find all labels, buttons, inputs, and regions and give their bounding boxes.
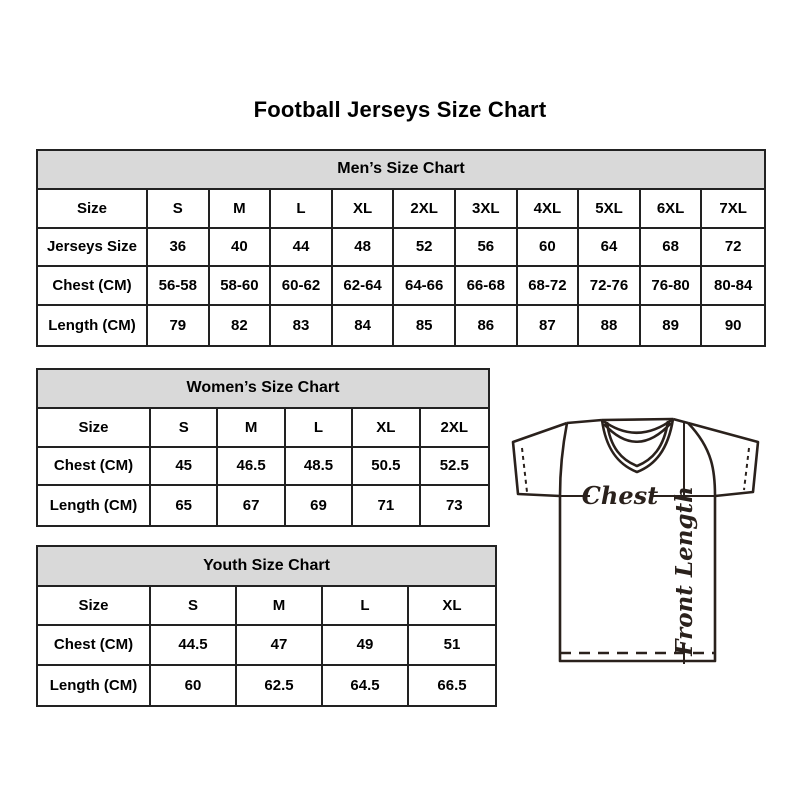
size-value-cell: 85 (394, 306, 456, 345)
size-value-cell: 44 (271, 229, 333, 268)
size-value-cell: 72-76 (579, 267, 641, 306)
size-value-cell: 48 (333, 229, 395, 268)
size-value-cell: 60 (151, 666, 237, 706)
page-title: Football Jerseys Size Chart (253, 97, 547, 122)
size-value-cell: 46.5 (218, 448, 285, 487)
chest-label: Chest (581, 481, 659, 510)
row-label-cell: Chest (CM) (38, 626, 151, 666)
size-value-cell: 80-84 (702, 267, 764, 306)
size-value-cell: 86 (456, 306, 518, 345)
size-value-cell: 4XL (518, 190, 580, 229)
jersey-measurement-diagram (498, 404, 788, 694)
right-cuff-stitch-line (744, 448, 749, 490)
size-value-cell: L (271, 190, 333, 229)
size-value-cell: 84 (333, 306, 395, 345)
size-value-cell: 2XL (421, 409, 488, 448)
size-value-cell: 52.5 (421, 448, 488, 487)
row-label-cell: Jerseys Size (38, 229, 148, 268)
size-value-cell: L (286, 409, 353, 448)
size-value-cell: 73 (445, 497, 463, 515)
size-value-cell: 90 (724, 317, 742, 335)
size-value-cell: S (151, 587, 237, 627)
size-value-cell: 72 (702, 229, 764, 268)
size-value-cell: 68 (641, 229, 703, 268)
size-value-cell: 56 (456, 229, 518, 268)
size-value-cell: 66-68 (456, 267, 518, 306)
size-value-cell: 64.5 (323, 666, 409, 706)
size-value-cell: 56-58 (148, 267, 210, 306)
size-value-cell: 7XL (702, 190, 764, 229)
womens-size-table (36, 368, 490, 527)
size-value-cell: 58-60 (210, 267, 272, 306)
row-label-cell: Length (CM) (38, 486, 151, 525)
size-value-cell: 47 (237, 626, 323, 666)
size-value-cell: 69 (286, 486, 353, 525)
size-value-cell: XL (353, 409, 420, 448)
jersey-collar (602, 419, 673, 472)
womens-table-title: Women’s Size Chart (38, 370, 488, 409)
row-label-cell: Length (CM) (38, 666, 151, 706)
size-value-cell: 5XL (579, 190, 641, 229)
row-label-cell: Chest (CM) (38, 267, 148, 306)
size-value-cell: XL (409, 587, 495, 627)
size-value-cell: 45 (151, 448, 218, 487)
left-cuff-stitch-line (522, 448, 527, 492)
size-value-cell: 2XL (394, 190, 456, 229)
size-value-cell: 3XL (456, 190, 518, 229)
size-value-cell: M (210, 190, 272, 229)
size-value-cell: XL (333, 190, 395, 229)
row-label-cell: Size (38, 409, 151, 448)
size-value-cell: 62-64 (333, 267, 395, 306)
size-value-cell: 68-72 (518, 267, 580, 306)
size-value-cell: 67 (218, 486, 285, 525)
size-value-cell: 49 (323, 626, 409, 666)
size-value-cell: 62.5 (237, 666, 323, 706)
size-value-cell: 64 (579, 229, 641, 268)
size-value-cell: 44.5 (151, 626, 237, 666)
size-value-cell: 6XL (641, 190, 703, 229)
size-value-cell: S (148, 190, 210, 229)
size-value-cell: 48.5 (286, 448, 353, 487)
row-label-cell: Chest (CM) (38, 448, 151, 487)
size-value-cell: 36 (148, 229, 210, 268)
mens-size-table (36, 149, 766, 347)
size-value-cell: 83 (271, 306, 333, 345)
youth-size-table (36, 545, 497, 707)
size-value-cell: L (323, 587, 409, 627)
row-label-cell: Size (38, 190, 148, 229)
size-value-cell: 89 (641, 306, 703, 345)
mens-table-title: Men’s Size Chart (38, 151, 764, 190)
size-value-cell: 66.5 (437, 676, 467, 694)
size-value-cell: 51 (409, 626, 495, 666)
size-value-cell: 60-62 (271, 267, 333, 306)
size-value-cell: M (218, 409, 285, 448)
size-value-cell: 82 (210, 306, 272, 345)
size-value-cell: 60 (518, 229, 580, 268)
size-value-cell: 40 (210, 229, 272, 268)
size-value-cell: 65 (151, 486, 218, 525)
size-value-cell: 76-80 (641, 267, 703, 306)
size-value-cell: 87 (518, 306, 580, 345)
size-value-cell: 64-66 (394, 267, 456, 306)
size-value-cell: 52 (394, 229, 456, 268)
size-value-cell: 79 (148, 306, 210, 345)
row-label-cell: Size (38, 587, 151, 627)
youth-table-title: Youth Size Chart (38, 547, 495, 587)
front-length-label: Front Length (671, 486, 698, 656)
size-value-cell: M (237, 587, 323, 627)
row-label-cell: Length (CM) (38, 306, 148, 345)
size-value-cell: 88 (579, 306, 641, 345)
size-value-cell: 71 (353, 486, 420, 525)
size-value-cell: S (151, 409, 218, 448)
size-value-cell: 50.5 (353, 448, 420, 487)
